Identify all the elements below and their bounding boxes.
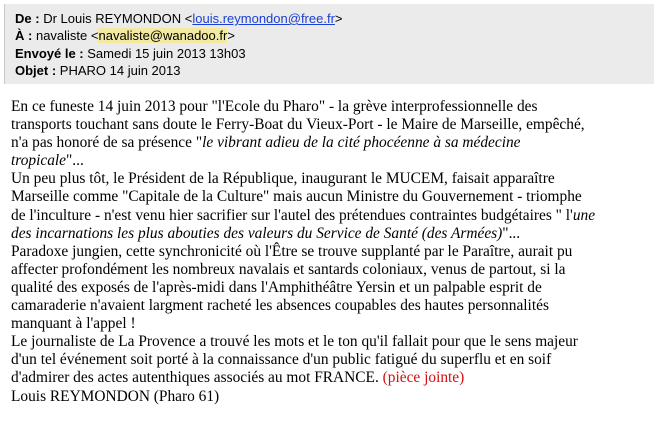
body-line — [11, 207, 651, 225]
body-text: de l'inculture - n'est venu hier sacrifier sur l'autel des prétendues contraintes budgétaires " l' — [11, 206, 573, 224]
body-line: Le journaliste de La Provence a trouvé les mots et le ton qu'il fallait pour que le sens majeur — [11, 333, 578, 351]
to-name: navaliste < — [35, 28, 99, 43]
subject-value: PHARO 14 juin 2013 — [59, 63, 181, 78]
body-line: Paradoxe jungien, cette synchronicité où l'Être se trouve supplanté par le Paraître, aurait pu — [11, 242, 573, 260]
to-email[interactable]: navaliste@wanadoo.fr — [98, 28, 228, 43]
body-text: "... — [502, 224, 521, 242]
quote-text: le vibrant adieu de la cité phocéenne à sa médecine — [202, 134, 521, 152]
body-line: Marseille comme "Capitale de la Culture" mais aucun Ministre du Gouvernement - triomphe — [11, 188, 582, 206]
body-line: En ce funeste 14 juin 2013 pour "l'Ecole du Pharo" - la grève interprofessionnelle des — [11, 98, 538, 115]
from-name: Dr Louis REYMONDON < — [43, 11, 193, 26]
body-line — [11, 152, 651, 170]
message-body — [11, 98, 651, 406]
body-line: transports touchant sans doute le Ferry-Boat du Vieux-Port - le Maire de Marseille, empêché, — [11, 116, 585, 134]
body-line: qualité des exposés de l'après-midi dans l'Amphithéâtre Yersin et un palpable esprit de — [11, 278, 542, 296]
body-line: Un peu plus tôt, le Président de la République, inaugurant le MUCEM, faisait apparaître — [11, 170, 555, 188]
body-line: d'un tel événement soit porté à la connaissance d'un public fatigué du superflu et en soif — [11, 351, 552, 369]
body-line: manquant à l'appel ! — [11, 315, 136, 333]
quote-text: des incarnations les plus abouties des valeurs du Service de Santé (des Armées) — [11, 224, 503, 242]
from-close: > — [334, 11, 343, 26]
attachment-link[interactable]: (pièce jointe) — [382, 369, 465, 387]
body-line — [11, 225, 651, 243]
quote-text: une — [572, 206, 596, 224]
email-header — [4, 4, 654, 84]
sent-label: Envoyé le : — [15, 46, 84, 61]
from-email-link[interactable]: louis.reymondon@free.fr — [192, 11, 335, 26]
body-line: camaraderie n'avaient largment racheté les absences coupables des hautes personnalités — [11, 297, 549, 315]
to-label: À : — [15, 28, 33, 43]
to-close: > — [227, 28, 235, 43]
from-line — [15, 11, 343, 27]
body-line — [11, 134, 651, 152]
sent-value: Samedi 15 juin 2013 13h03 — [87, 46, 246, 61]
from-label: De : — [15, 11, 40, 26]
body-text: n'a pas honoré de sa présence " — [11, 134, 203, 152]
signature: Louis REYMONDON (Pharo 61) — [11, 387, 220, 405]
body-line — [11, 369, 651, 387]
quote-text: tropicale — [11, 152, 66, 170]
subject-line — [15, 63, 180, 79]
body-text: d'admirer des actes autenthiques associés au mot FRANCE. — [11, 369, 379, 387]
body-text: "... — [66, 152, 84, 170]
body-line: affecter profondément les nombreux navalais et santards coloniaux, venus de partout, si la — [11, 260, 566, 278]
sent-line — [15, 46, 246, 62]
to-line — [15, 28, 235, 44]
subject-label: Objet : — [15, 63, 57, 78]
